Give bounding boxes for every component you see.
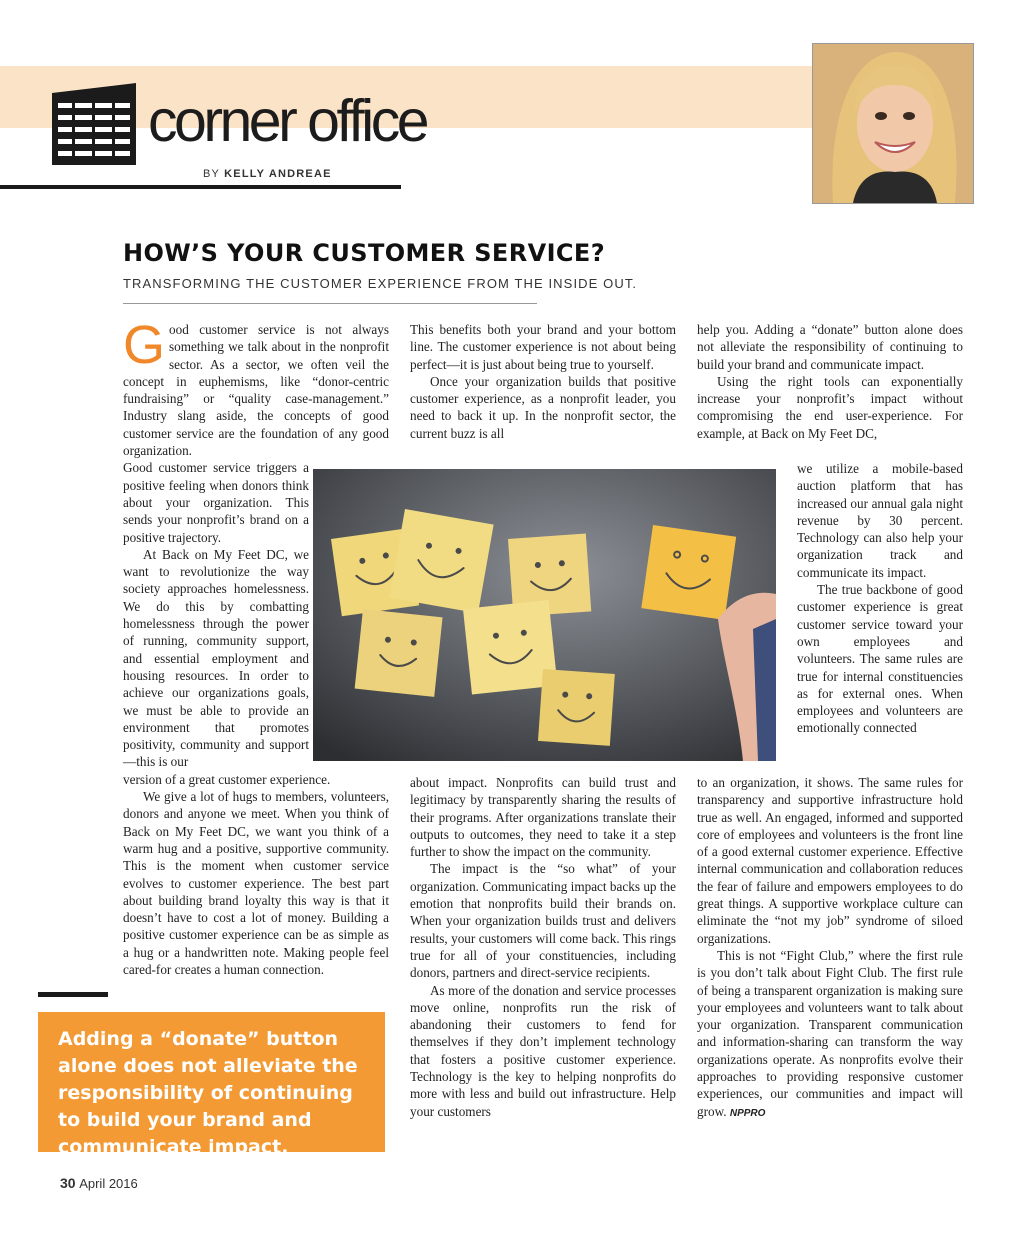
signoff-np: NP xyxy=(729,1107,744,1119)
paragraph-2b: version of a great customer experience. xyxy=(123,771,331,787)
column-title: corner office xyxy=(148,88,427,154)
column-2-top xyxy=(410,321,676,442)
paragraph-1b: Good customer service triggers a positive feeling when donors think about your organization. This sends your nonprofit’s brand on a positive trajectory. xyxy=(123,460,309,545)
column-2-bottom xyxy=(410,774,676,1120)
paragraph-3: We give a lot of hugs to members, volunteers, donors and anyone we meet. When you think of Back on My Feet DC, we want you think of a warm hug and a positive, supportive community. This is the moment when customer service evolves to customer experience. The best part about building brand loyalty this way is that it doesn’t have to cost a lot of money. Building a positive customer experience can be as simple as a hug or a handwritten note. Making people feel cared-for creates a human connection. xyxy=(123,789,389,977)
paragraph-c3-3b: to an organization, it shows. The same rules for transparency and supportive infrastructure hold true as well. An engaged, informed and supported core of employees and volunteers is the front line of a good external customer experience. Effective internal communication and collaboration reduces the fear of failure and empowers employees to do great things. A supportive workplace culture can eliminate the “not my job” syndrome of siloed organizations. xyxy=(697,775,963,946)
page-number: 30 xyxy=(60,1175,76,1191)
header-rule xyxy=(0,185,401,189)
paragraph-1: ood customer service is not always something we talk about in the nonprofit sector. As a sector, we often veil the concept in euphemisms, like “donor-centric fundraising” or “quality case-management.” Industry slang aside, the concepts of good customer service are the foundation of any good organization. xyxy=(123,322,389,459)
pull-quote-box xyxy=(38,1012,385,1158)
column-3-bottom xyxy=(697,774,963,1122)
byline-prefix: BY xyxy=(203,168,220,180)
pull-quote-text: Adding a “donate” button alone does not alleviate the responsibility of continuing to build your brand and communicate impact. xyxy=(58,1028,358,1158)
byline xyxy=(203,168,332,180)
paragraph-2: At Back on My Feet DC, we want to revolutionize the way society approaches homelessness. We do this by combatting homelessness through the power of running, community support, and essential employment and housing resources. In order to achieve our organizations goals, we must be able to provide an environment that promotes positivity, community and support—this is our xyxy=(123,546,309,770)
subhead-rule xyxy=(123,303,537,304)
issue-date: April 2016 xyxy=(79,1176,138,1191)
column-3-top xyxy=(697,321,963,442)
signoff-pro: PRO xyxy=(743,1107,766,1119)
author-name: KELLY ANDREAE xyxy=(224,168,332,180)
sticky-notes-photo xyxy=(313,469,776,761)
paragraph-c3-2: Using the right tools can exponentially increase your nonprofit’s impact without compromising the end user-experience. For example, at Back on My Feet DC, xyxy=(697,373,963,441)
author-photo xyxy=(812,43,974,204)
drop-cap: G xyxy=(123,315,166,375)
paragraph-c2-4: The impact is the “so what” of your organization. Communicating impact backs up the emotion that nonprofits build their brands on. When your organization builds trust and delivers results, your customers will come back. This rings true for all of your constituencies, including donors, partners and direct-service recipients. xyxy=(410,861,676,981)
paragraph-c2-3: about impact. Nonprofits can build trust and legitimacy by transparently sharing the results of their programs. After organizations translate their outputs to outcomes, they need to take it a step further to show the impact on the community. xyxy=(410,775,676,860)
paragraph-c2-5: As more of the donation and service processes move online, nonprofits run the risk of abandoning their customers to fend for themselves if they don’t implement technology that fosters a positive customer experience. Technology is the key to helping nonprofits do more with less and build out infrastructure. Help your customers xyxy=(410,982,676,1119)
paragraph-c3-4: This is not “Fight Club,” where the first rule is you don’t talk about Fight Club. The first rule of being a transparent organization is making sure your employees and volunteers want to talk about your organization. Transparent communication and information-sharing can transform the way organizations operate. As nonprofits evolve their approaches to providing responsive customer experiences, our communities and impact will grow. xyxy=(697,947,963,1119)
paragraph-c2-1: This benefits both your brand and your bottom line. The customer experience is not about being perfect—it is just about being true to yourself. xyxy=(410,322,676,372)
signoff-logo xyxy=(730,1108,766,1119)
paragraph-c3-1: help you. Adding a “donate” button alone does not alleviate the responsibility of continuing to build your brand and communicate impact. xyxy=(697,322,963,372)
pull-quote-rule xyxy=(38,992,108,997)
building-logo-icon xyxy=(52,83,136,165)
paragraph-c2-2: Once your organization builds that positive customer experience, as a nonprofit leader, you need to back it up. In the nonprofit sector, the current buzz is all xyxy=(410,373,676,441)
column-3-narrow xyxy=(797,460,963,737)
paragraph-c3-2b: we utilize a mobile-based auction platform that has increased our annual gala night revenue by 30 percent. Technology can also help your organization track and communicate its impact. xyxy=(797,461,963,580)
subhead: TRANSFORMING THE CUSTOMER EXPERIENCE FROM THE INSIDE OUT. xyxy=(123,276,638,291)
paragraph-c3-3: The true backbone of good customer experience is great customer service toward your own employees and volunteers. The same rules are true for internal constituencies as for external ones. When employees and volunteers are emotionally connected xyxy=(797,582,963,736)
folio xyxy=(60,1175,138,1191)
headline: HOW’S YOUR CUSTOMER SERVICE? xyxy=(123,239,606,267)
